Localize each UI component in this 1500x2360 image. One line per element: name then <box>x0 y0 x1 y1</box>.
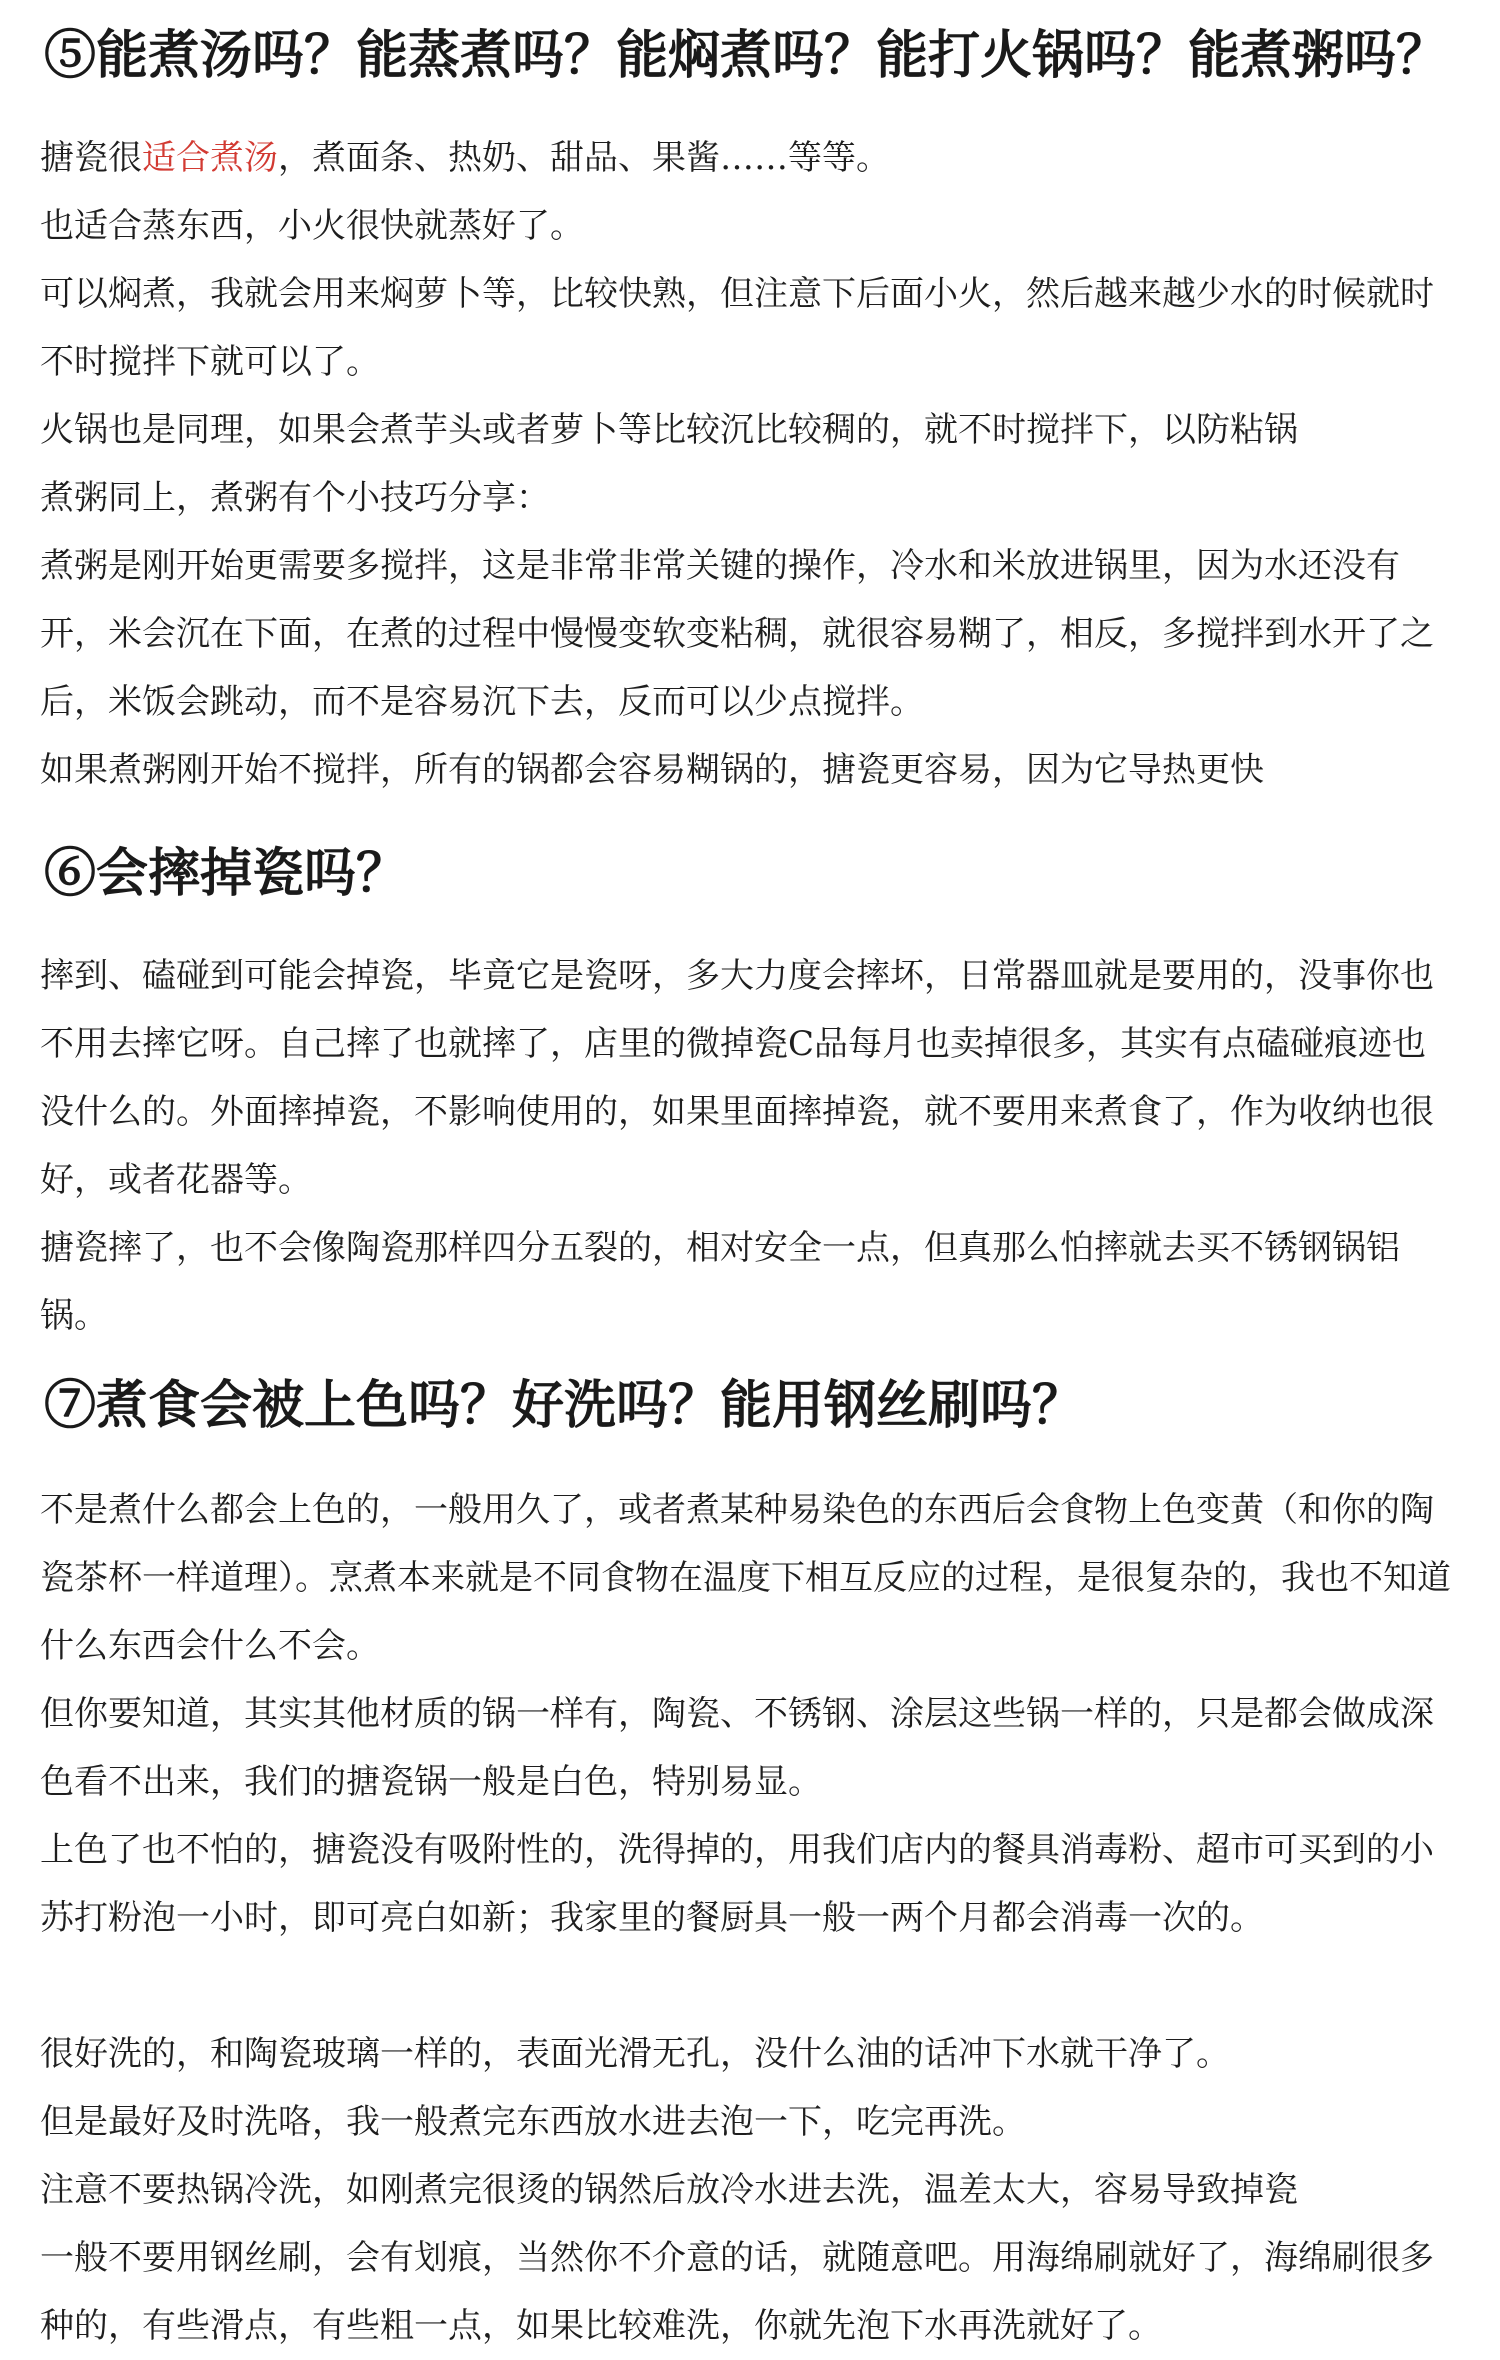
highlighted-text: 适合煮汤 <box>142 138 278 178</box>
section-heading-7: ⑦煮食会被上色吗？好洗吗？能用钢丝刷吗？ <box>44 1375 1085 1436</box>
paragraph: 一般不要用钢丝刷，会有划痕，当然你不介意的话，就随意吧。用海绵刷就好了，海绵刷很多种的，有些滑点，有些粗一点，如果比较难洗，你就先泡下水再洗就好了。 <box>40 2238 1434 2346</box>
section-heading-6: ⑥会摔掉瓷吗？ <box>44 843 409 904</box>
paragraph: 但你要知道，其实其他材质的锅一样有，陶瓷、不锈钢、涂层这些锅一样的，只是都会做成深色看不出来，我们的搪瓷锅一般是白色，特别易显。 <box>40 1694 1434 1802</box>
paragraph: 很好洗的，和陶瓷玻璃一样的，表面光滑无孔，没什么油的话冲下水就干净了。 <box>40 2034 1230 2074</box>
section-heading-5: ⑤能煮汤吗？能蒸煮吗？能焖煮吗？能打火锅吗？能煮粥吗？ <box>44 25 1449 86</box>
paragraph: 上色了也不怕的，搪瓷没有吸附性的，洗得掉的，用我们店内的餐具消毒粉、超市可买到的小苏打粉泡一小时，即可亮白如新；我家里的餐厨具一般一两个月都会消毒一次的。 <box>40 1830 1434 1938</box>
paragraph: 注意不要热锅冷洗，如刚煮完很烫的锅然后放冷水进去洗，温差太大，容易导致掉瓷 <box>40 2170 1298 2210</box>
paragraph: 摔到、磕碰到可能会掉瓷，毕竟它是瓷呀，多大力度会摔坏，日常器皿就是要用的，没事你也不用去摔它呀。自己摔了也就摔了，店里的微掉瓷C品每月也卖掉很多，其实有点磕碰痕迹也没什么的。外面摔掉瓷，不影响使用的，如果里面摔掉瓷，就不要用来煮食了，作为收纳也很好，或者花器等。 <box>40 956 1434 1200</box>
paragraph: 搪瓷摔了，也不会像陶瓷那样四分五裂的，相对安全一点，但真那么怕摔就去买不锈钢锅铝锅。 <box>40 1228 1400 1336</box>
paragraph: 如果煮粥刚开始不搅拌，所有的锅都会容易糊锅的，搪瓷更容易，因为它导热更快 <box>40 750 1264 790</box>
paragraph: 煮粥是刚开始更需要多搅拌，这是非常非常关键的操作，冷水和米放进锅里，因为水还没有开，米会沉在下面，在煮的过程中慢慢变软变粘稠，就很容易糊了，相反，多搅拌到水开了之后，米饭会跳动，而不是容易沉下去，反而可以少点搅拌。 <box>40 546 1434 722</box>
paragraph: 不是煮什么都会上色的，一般用久了，或者煮某种易染色的东西后会食物上色变黄（和你的陶瓷茶杯一样道理）。烹煮本来就是不同食物在温度下相互反应的过程，是很复杂的，我也不知道什么东西会什么不会。 <box>40 1490 1451 1666</box>
text-run: ，煮面条、热奶、甜品、果酱……等等。 <box>278 138 890 178</box>
paragraph: 煮粥同上，煮粥有个小技巧分享： <box>40 478 550 518</box>
paragraph: 火锅也是同理，如果会煮芋头或者萝卜等比较沉比较稠的，就不时搅拌下，以防粘锅 <box>40 410 1298 450</box>
paragraph: 可以焖煮，我就会用来焖萝卜等，比较快熟，但注意下后面小火，然后越来越少水的时候就时不时搅拌下就可以了。 <box>40 274 1434 382</box>
paragraph <box>40 124 1456 192</box>
paragraph: 也适合蒸东西，小火很快就蒸好了。 <box>40 206 584 246</box>
paragraph: 但是最好及时洗咯，我一般煮完东西放水进去泡一下，吃完再洗。 <box>40 2102 1026 2142</box>
text-run: 搪瓷很 <box>40 138 142 178</box>
